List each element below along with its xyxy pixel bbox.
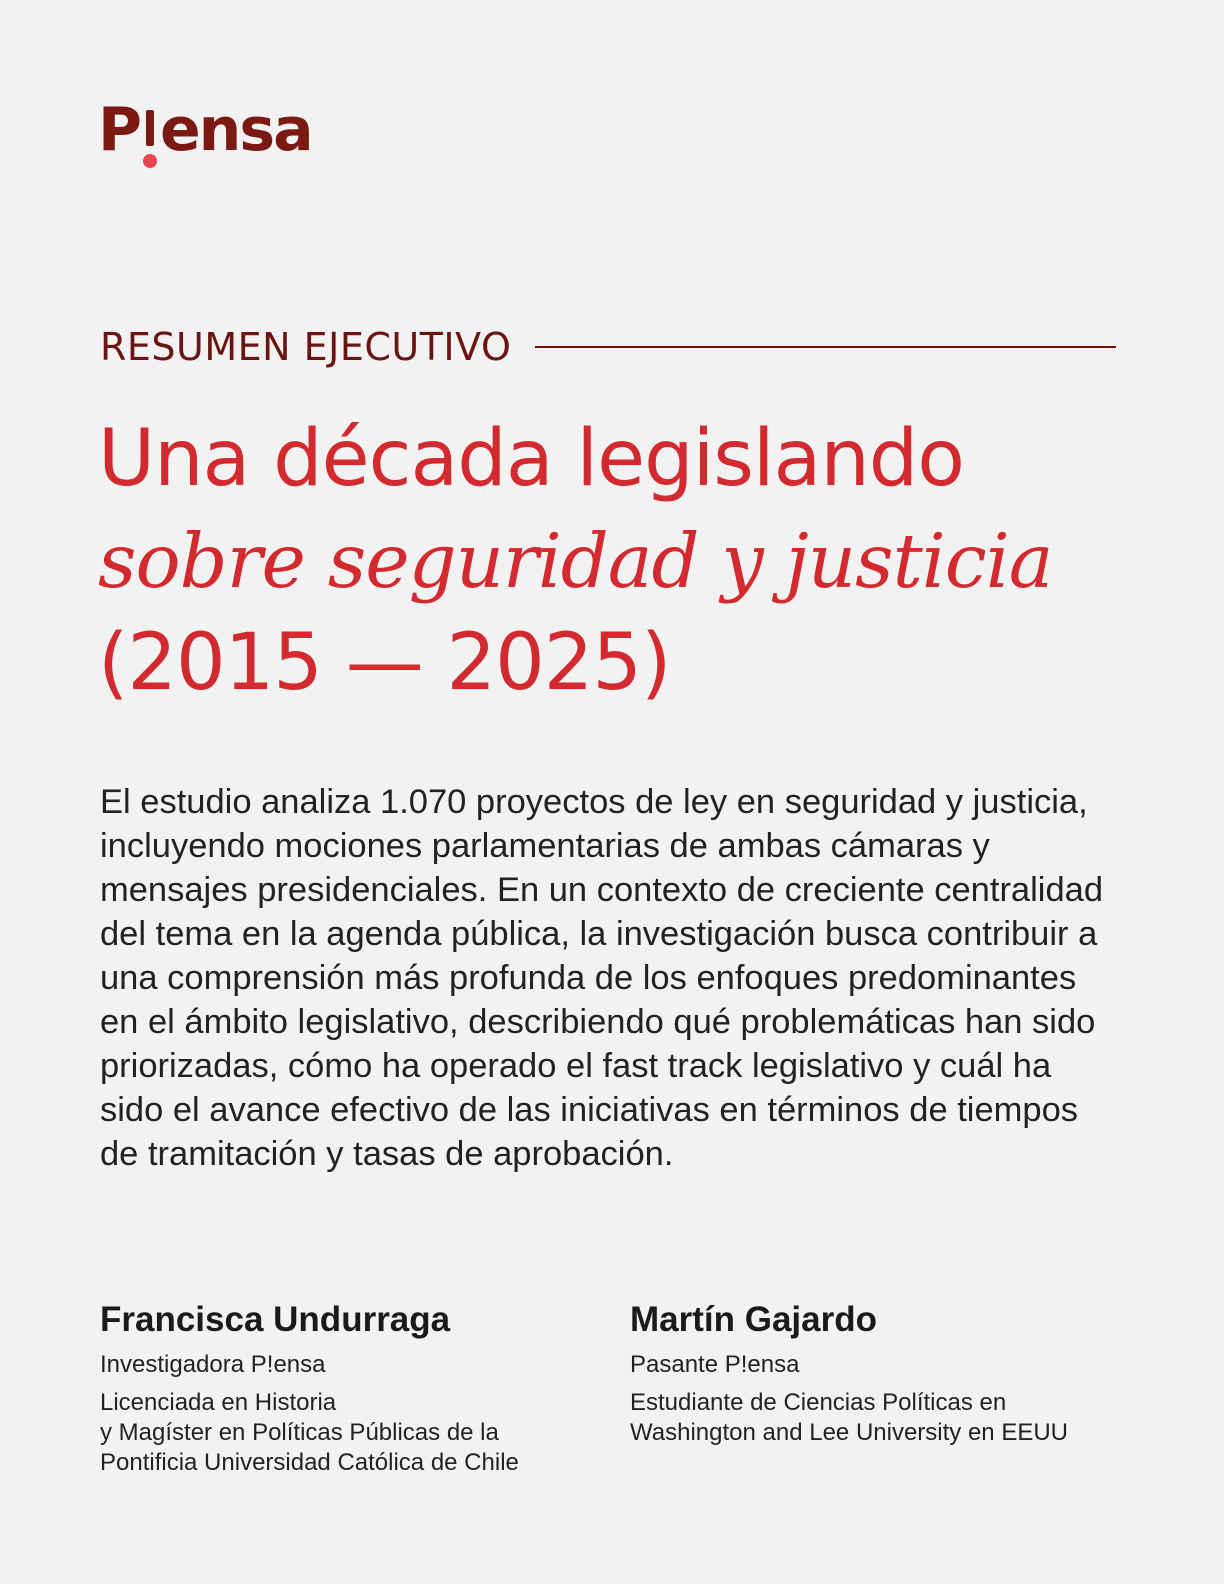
logo-letters-ensa: ensa [159, 95, 312, 165]
author-block-2 [630, 1298, 1130, 1448]
title-line-3: (2015 — 2025) [98, 618, 671, 708]
section-header [100, 322, 1116, 372]
exclamation-dot [143, 154, 157, 168]
logo-letter-p: P [98, 95, 140, 165]
author-role: Investigadora P!ensa [100, 1351, 326, 1378]
section-divider [535, 346, 1116, 348]
author-bio: Licenciada en Historia y Magíster en Políticas Públicas de la Pontificia Universidad Católica de Chile [100, 1389, 519, 1476]
summary-paragraph: El estudio analiza 1.070 proyectos de ley en seguridad y justicia, incluyendo mociones parlamentarias de ambas cámaras y mensajes presidenciales. En un contexto de creciente centralidad del tema en la agenda pública, la investigación busca contribuir a una comprensión más profunda de los enfoques predominantes en el ámbito legislativo, describiendo qué problemáticas han sido priorizadas, cómo ha operado el fast track legislativo y cuál ha sido el avance efectivo de las iniciativas en términos de tiempos de tramitación y tasas de aprobación. [100, 783, 1104, 1173]
exclamation-bar [146, 110, 154, 146]
author-name: Francisca Undurraga [100, 1300, 451, 1339]
author-name: Martín Gajardo [630, 1300, 877, 1339]
title-line-2: sobre seguridad y justicia [98, 517, 1053, 605]
exclamation-mark-icon [142, 92, 158, 172]
author-block-1 [100, 1298, 600, 1478]
document-title [98, 405, 1128, 717]
piensa-logo [98, 92, 312, 192]
title-line-1: Una década legislando [98, 414, 965, 504]
section-label: RESUMEN EJECUTIVO [100, 325, 512, 369]
author-role: Pasante P!ensa [630, 1351, 800, 1378]
author-bio: Estudiante de Ciencias Políticas en Washington and Lee University en EEUU [630, 1389, 1068, 1446]
